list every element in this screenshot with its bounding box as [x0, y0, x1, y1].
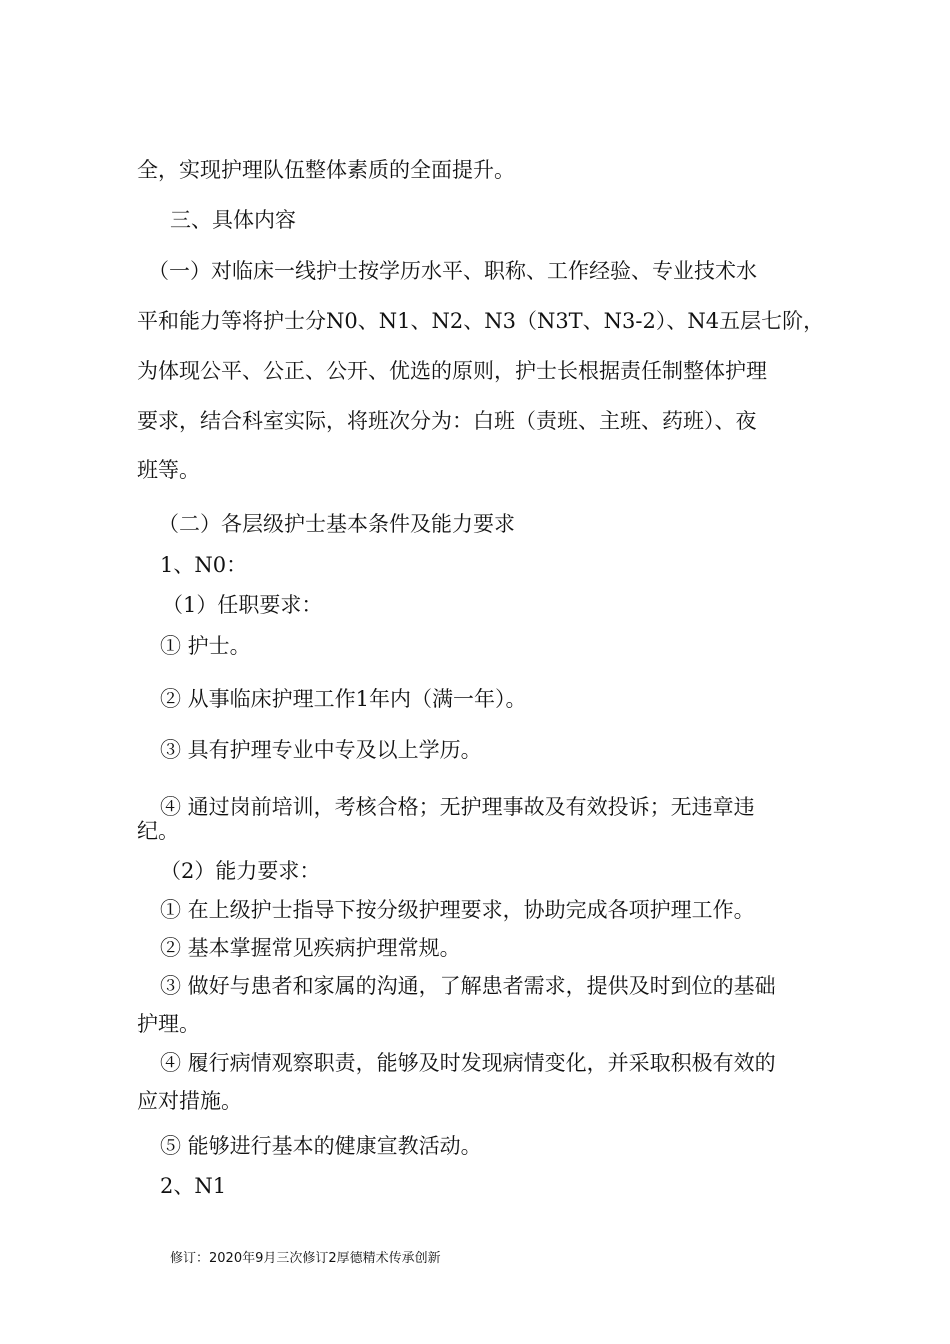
- list-item: ③ 做好与患者和家属的沟通，了解患者需求，提供及时到位的基础: [160, 974, 776, 998]
- requirement-heading: （2）能力要求：: [160, 859, 321, 883]
- list-item: ⑤ 能够进行基本的健康宣教活动。: [160, 1134, 482, 1158]
- list-item-continuation: 护理。: [137, 1012, 200, 1036]
- paragraph-line: 为体现公平、公正、公开、优选的原则，护士长根据责任制整体护理: [137, 359, 767, 383]
- list-item: ② 基本掌握常见疾病护理常规。: [160, 936, 461, 960]
- paragraph-line: （一）对临床一线护士按学历水平、职称、工作经验、专业技术水: [148, 259, 757, 283]
- list-item-continuation: 应对措施。: [137, 1089, 242, 1113]
- list-item: ④ 通过岗前培训，考核合格；无护理事故及有效投诉；无违章违: [160, 795, 755, 819]
- list-item: ① 护士。: [160, 634, 251, 658]
- paragraph-line: 平和能力等将护士分N0、N1、N2、N3（N3T、N3-2）、N4五层七阶，: [137, 309, 825, 333]
- level-heading: 1、N0：: [160, 553, 248, 577]
- page-footer: 修订：2020年9月三次修订2厚德精术传承创新: [170, 1251, 441, 1266]
- list-item: ③ 具有护理专业中专及以上学历。: [160, 738, 482, 762]
- level-heading: 2、N1: [160, 1174, 227, 1198]
- paragraph-line: 班等。: [137, 458, 200, 482]
- list-item: ④ 履行病情观察职责，能够及时发现病情变化，并采取积极有效的: [160, 1051, 776, 1075]
- paragraph-line: 全，实现护理队伍整体素质的全面提升。: [137, 158, 515, 182]
- list-item: ① 在上级护士指导下按分级护理要求，协助完成各项护理工作。: [160, 898, 755, 922]
- list-item: ② 从事临床护理工作1年内（满一年）。: [160, 687, 527, 711]
- paragraph-line: 要求，结合科室实际，将班次分为：白班（责班、主班、药班）、夜: [137, 409, 757, 433]
- list-item-continuation: 纪。: [137, 819, 179, 843]
- subsection-heading: （二）各层级护士基本条件及能力要求: [158, 512, 515, 536]
- section-heading: 三、具体内容: [170, 208, 296, 232]
- requirement-heading: （1）任职要求：: [162, 593, 323, 617]
